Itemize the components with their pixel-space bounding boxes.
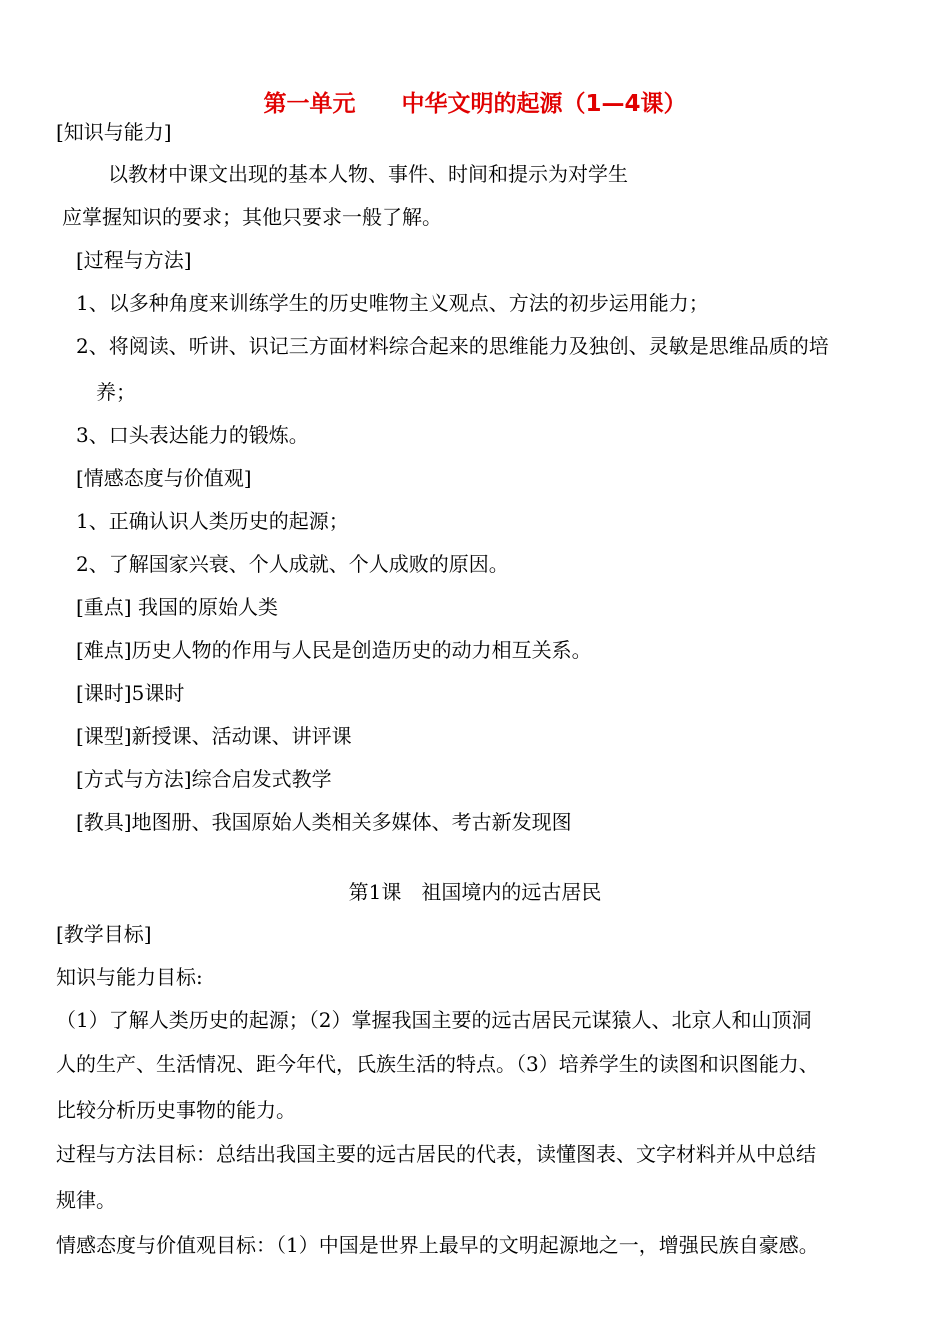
emotion-value-line-1: 情感态度与价值观目标：（1）中国是世界上最早的文明起源地之一，增强民族自豪感。	[56, 1233, 819, 1257]
knowledge-ability-line-1: （1）了解人类历史的起源；（2）掌握我国主要的远古居民元谋猿人、北京人和山顶洞	[56, 1008, 812, 1032]
process-method-line-2: 规律。	[56, 1188, 116, 1212]
teaching-method: [方式与方法]综合启发式教学	[76, 767, 332, 791]
difficulty: [难点]历史人物的作用与人民是创造历史的动力相互关系。	[76, 638, 592, 662]
knowledge-line-1: 以教材中课文出现的基本人物、事件、时间和提示为对学生	[108, 162, 628, 186]
process-item-3: 3、口头表达能力的锻炼。	[76, 423, 309, 447]
emotion-item-1: 1、正确认识人类历史的起源；	[76, 509, 349, 533]
goal-header: [教学目标]	[56, 922, 152, 946]
teaching-tools: [教具]地图册、我国原始人类相关多媒体、考古新发现图	[76, 810, 572, 834]
unit-title: 第一单元 中华文明的起源（1—4课）	[263, 91, 687, 117]
lesson-type: [课型]新授课、活动课、讲评课	[76, 724, 352, 748]
knowledge-ability-line-2: 人的生产、生活情况、距今年代，氏族生活的特点。（3）培养学生的读图和识图能力、	[56, 1052, 819, 1076]
knowledge-header: [知识与能力]	[56, 120, 172, 144]
lesson-title: 第1课 祖国境内的远古居民	[348, 880, 602, 904]
emotion-item-2: 2、了解国家兴衰、个人成就、个人成败的原因。	[76, 552, 509, 576]
process-item-2: 2、将阅读、听讲、识记三方面材料综合起来的思维能力及独创、灵敏是思维品质的培	[76, 334, 829, 358]
knowledge-ability-header: 知识与能力目标:	[56, 965, 203, 989]
process-item-2-cont: 养；	[96, 380, 136, 404]
process-header: [过程与方法]	[76, 248, 192, 272]
knowledge-ability-line-3: 比较分析历史事物的能力。	[56, 1098, 296, 1122]
process-method-line-1: 过程与方法目标：总结出我国主要的远古居民的代表，读懂图表、文字材料并从中总结	[56, 1142, 816, 1166]
class-hours: [课时]5课时	[76, 681, 185, 705]
knowledge-line-2: 应掌握知识的要求；其他只要求一般了解。	[62, 205, 442, 229]
process-item-1: 1、以多种角度来训练学生的历史唯物主义观点、方法的初步运用能力；	[76, 291, 709, 315]
emotion-header: [情感态度与价值观]	[76, 466, 252, 490]
key-point: [重点] 我国的原始人类	[76, 595, 278, 619]
